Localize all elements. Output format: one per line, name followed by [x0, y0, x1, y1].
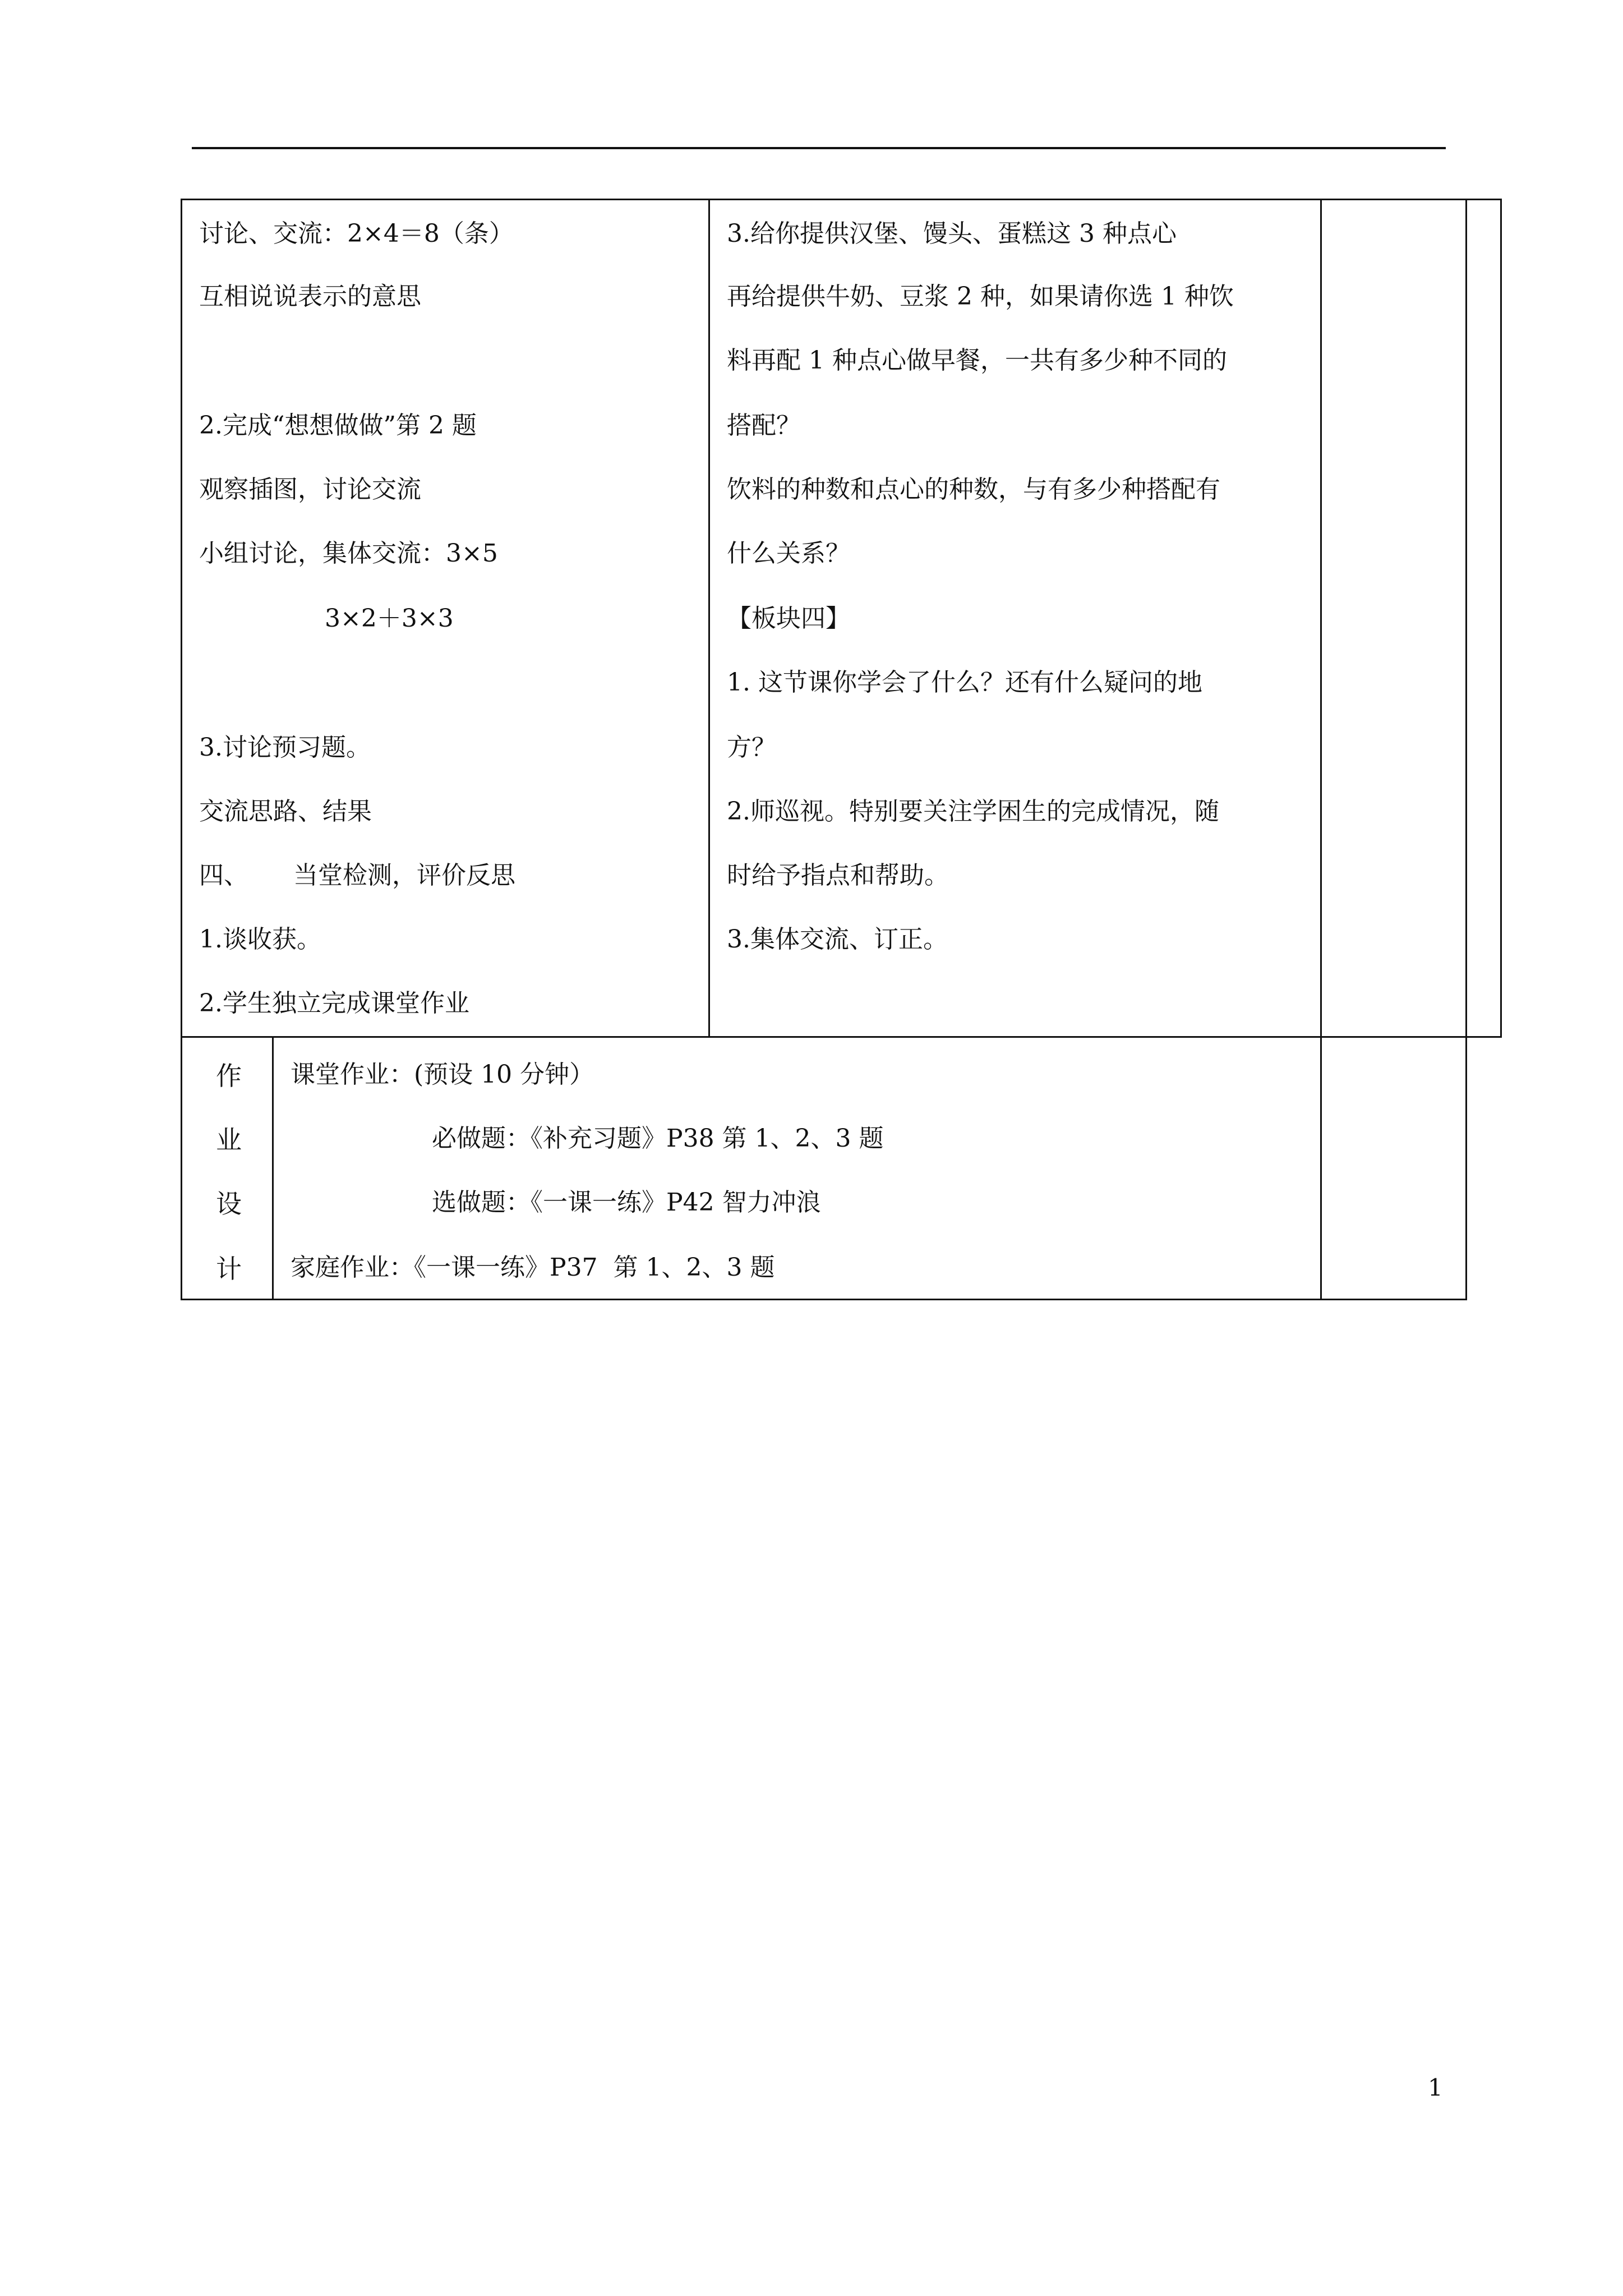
- left-line: 2.完成“想想做做”第 2 题: [199, 411, 477, 440]
- homework-label-char: 业: [216, 1125, 242, 1155]
- teaching-activity-cell: [181, 199, 710, 1038]
- homework-line: 课堂作业：(预设 10 分钟）: [291, 1060, 594, 1089]
- right-line: 3.给你提供汉堡、馒头、蛋糕这 3 种点心: [727, 219, 1177, 248]
- right-line: 方？: [727, 733, 776, 762]
- lesson-plan-table: [181, 199, 1467, 1300]
- page-number: 1: [1428, 2074, 1443, 2101]
- left-line: 2.学生独立完成课堂作业: [199, 989, 469, 1018]
- homework-line: 选做题：《一课一练》P42 智力冲浪: [432, 1188, 821, 1217]
- header-rule: [192, 147, 1446, 149]
- right-line: 搭配？: [727, 411, 801, 440]
- left-line: 讨论、交流：2×4＝8（条）: [199, 219, 514, 248]
- right-line: 饮料的种数和点心的种数，与有多少种搭配有: [727, 475, 1220, 504]
- left-line: 互相说说表示的意思: [199, 282, 421, 311]
- right-line: 什么关系？: [727, 539, 850, 568]
- homework-label-char: 计: [216, 1254, 242, 1284]
- right-line: 再给提供牛奶、豆浆 2 种，如果请你选 1 种饮: [727, 282, 1234, 311]
- right-line: 3.集体交流、订正。: [727, 925, 948, 954]
- block-heading: 【板块四】: [727, 604, 850, 633]
- left-line: 小组讨论，集体交流：3×5: [199, 539, 498, 568]
- notes-cell: [1320, 199, 1467, 1038]
- left-line: 交流思路、结果: [199, 797, 372, 826]
- homework-line: 必做题：《补充习题》P38 第 1、2、3 题: [432, 1124, 884, 1153]
- homework-label-cell: [181, 1036, 274, 1300]
- left-line: 观察插图，讨论交流: [199, 475, 421, 504]
- left-line: 3.讨论预习题。: [199, 733, 371, 762]
- homework-label-char: 设: [216, 1189, 242, 1219]
- right-line: 1. 这节课你学会了什么？还有什么疑问的地: [727, 668, 1202, 697]
- right-line: 2.师巡视。特别要关注学困生的完成情况，随: [727, 797, 1219, 826]
- section-number: 四、: [199, 861, 248, 890]
- homework-label-char: 作: [216, 1061, 242, 1091]
- homework-notes-cell: [1320, 1036, 1467, 1300]
- homework-line: 家庭作业：《一课一练》P37 第 1、2、3 题: [291, 1253, 775, 1282]
- section-title: 当堂检测，评价反思: [293, 861, 515, 890]
- right-line: 时给予指点和帮助。: [727, 861, 949, 890]
- left-line: 1.谈收获。: [199, 925, 321, 954]
- homework-design-cell: [272, 1036, 1322, 1300]
- right-line: 料再配 1 种点心做早餐，一共有多少种不同的: [727, 346, 1227, 375]
- left-line: 3×2＋3×3: [325, 604, 454, 633]
